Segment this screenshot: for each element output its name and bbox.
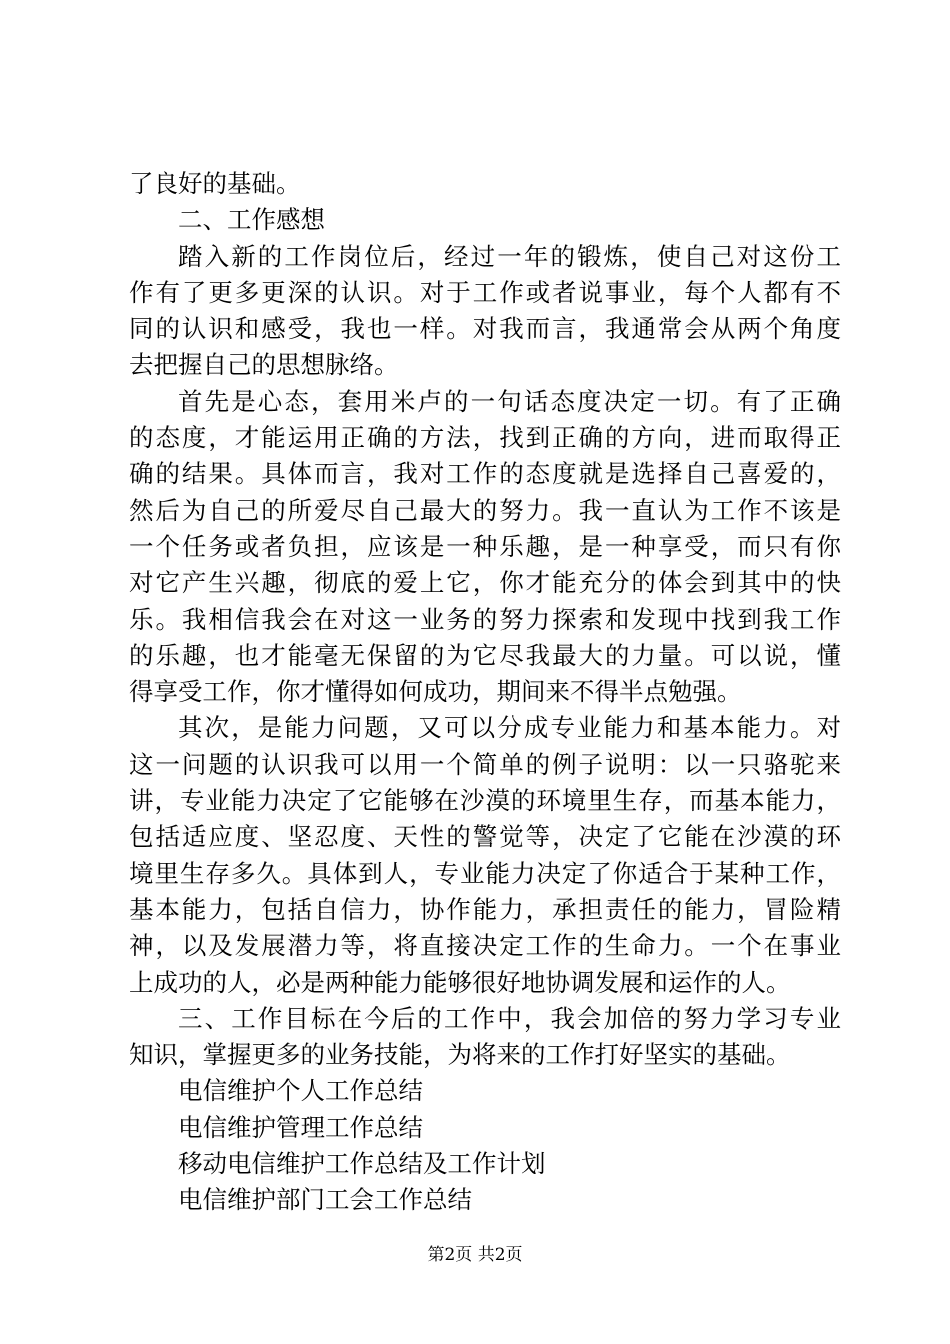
- text-line: 一个任务或者负担，应该是一种乐趣，是一种享受，而只有你: [129, 531, 841, 561]
- text-line: 然后为自己的所爱尽自己最大的努力。我一直认为工作不该是: [129, 495, 841, 525]
- text-line: 其次，是能力问题，又可以分成专业能力和基本能力。对: [178, 713, 841, 743]
- text-line: 踏入新的工作岗位后，经过一年的锻炼，使自己对这份工: [178, 241, 841, 271]
- text-line: 确的结果。具体而言，我对工作的态度就是选择自己喜爱的，: [129, 459, 841, 489]
- text-line: 神，以及发展潜力等，将直接决定工作的生命力。一个在事业: [129, 931, 841, 961]
- text-line: 的乐趣，也才能毫无保留的为它尽我最大的力量。可以说，懂: [129, 640, 841, 670]
- text-line: 知识，掌握更多的业务技能，为将来的工作打好坚实的基础。: [129, 1040, 791, 1070]
- text-line: 作有了更多更深的认识。对于工作或者说事业，每个人都有不: [129, 277, 841, 307]
- text-line: 了良好的基础。: [129, 169, 301, 198]
- text-line: 首先是心态，套用米卢的一句话态度决定一切。有了正确: [178, 386, 841, 416]
- text-line: 基本能力，包括自信力，协作能力，承担责任的能力，冒险精: [129, 894, 841, 924]
- section-heading: 二、工作感想: [178, 205, 325, 235]
- related-title: 电信维护部门工会工作总结: [178, 1185, 472, 1215]
- text-line: 境里生存多久。具体到人，专业能力决定了你适合于某种工作，: [129, 858, 841, 888]
- text-line: 得享受工作，你才懂得如何成功，期间来不得半点勉强。: [129, 677, 742, 707]
- page-number: 第2页 共2页: [427, 1245, 523, 1265]
- text-line: 去把握自己的思想脉络。: [129, 350, 399, 380]
- document-body: [129, 166, 841, 1219]
- text-line: 讲，专业能力决定了它能够在沙漠的环境里生存，而基本能力，: [129, 786, 841, 816]
- text-line: 上成功的人，必是两种能力能够很好地协调发展和运作的人。: [129, 967, 791, 997]
- related-title: 电信维护管理工作总结: [178, 1112, 423, 1142]
- text-line: 的态度，才能运用正确的方法，找到正确的方向，进而取得正: [129, 423, 841, 453]
- text-line: 包括适应度、坚忍度、天性的警觉等，决定了它能在沙漠的环: [129, 822, 841, 852]
- text-line: 同的认识和感受，我也一样。对我而言，我通常会从两个角度: [129, 314, 841, 344]
- section-heading: 三、工作目标在今后的工作中，我会加倍的努力学习专业: [178, 1003, 841, 1033]
- text-line: 对它产生兴趣，彻底的爱上它，你才能充分的体会到其中的快: [129, 568, 841, 598]
- text-line: 这一问题的认识我可以用一个简单的例子说明：以一只骆驼来: [129, 749, 841, 779]
- text-line: 乐。我相信我会在对这一业务的努力探索和发现中找到我工作: [129, 604, 841, 634]
- related-title: 移动电信维护工作总结及工作计划: [178, 1149, 546, 1179]
- related-title: 电信维护个人工作总结: [178, 1076, 423, 1106]
